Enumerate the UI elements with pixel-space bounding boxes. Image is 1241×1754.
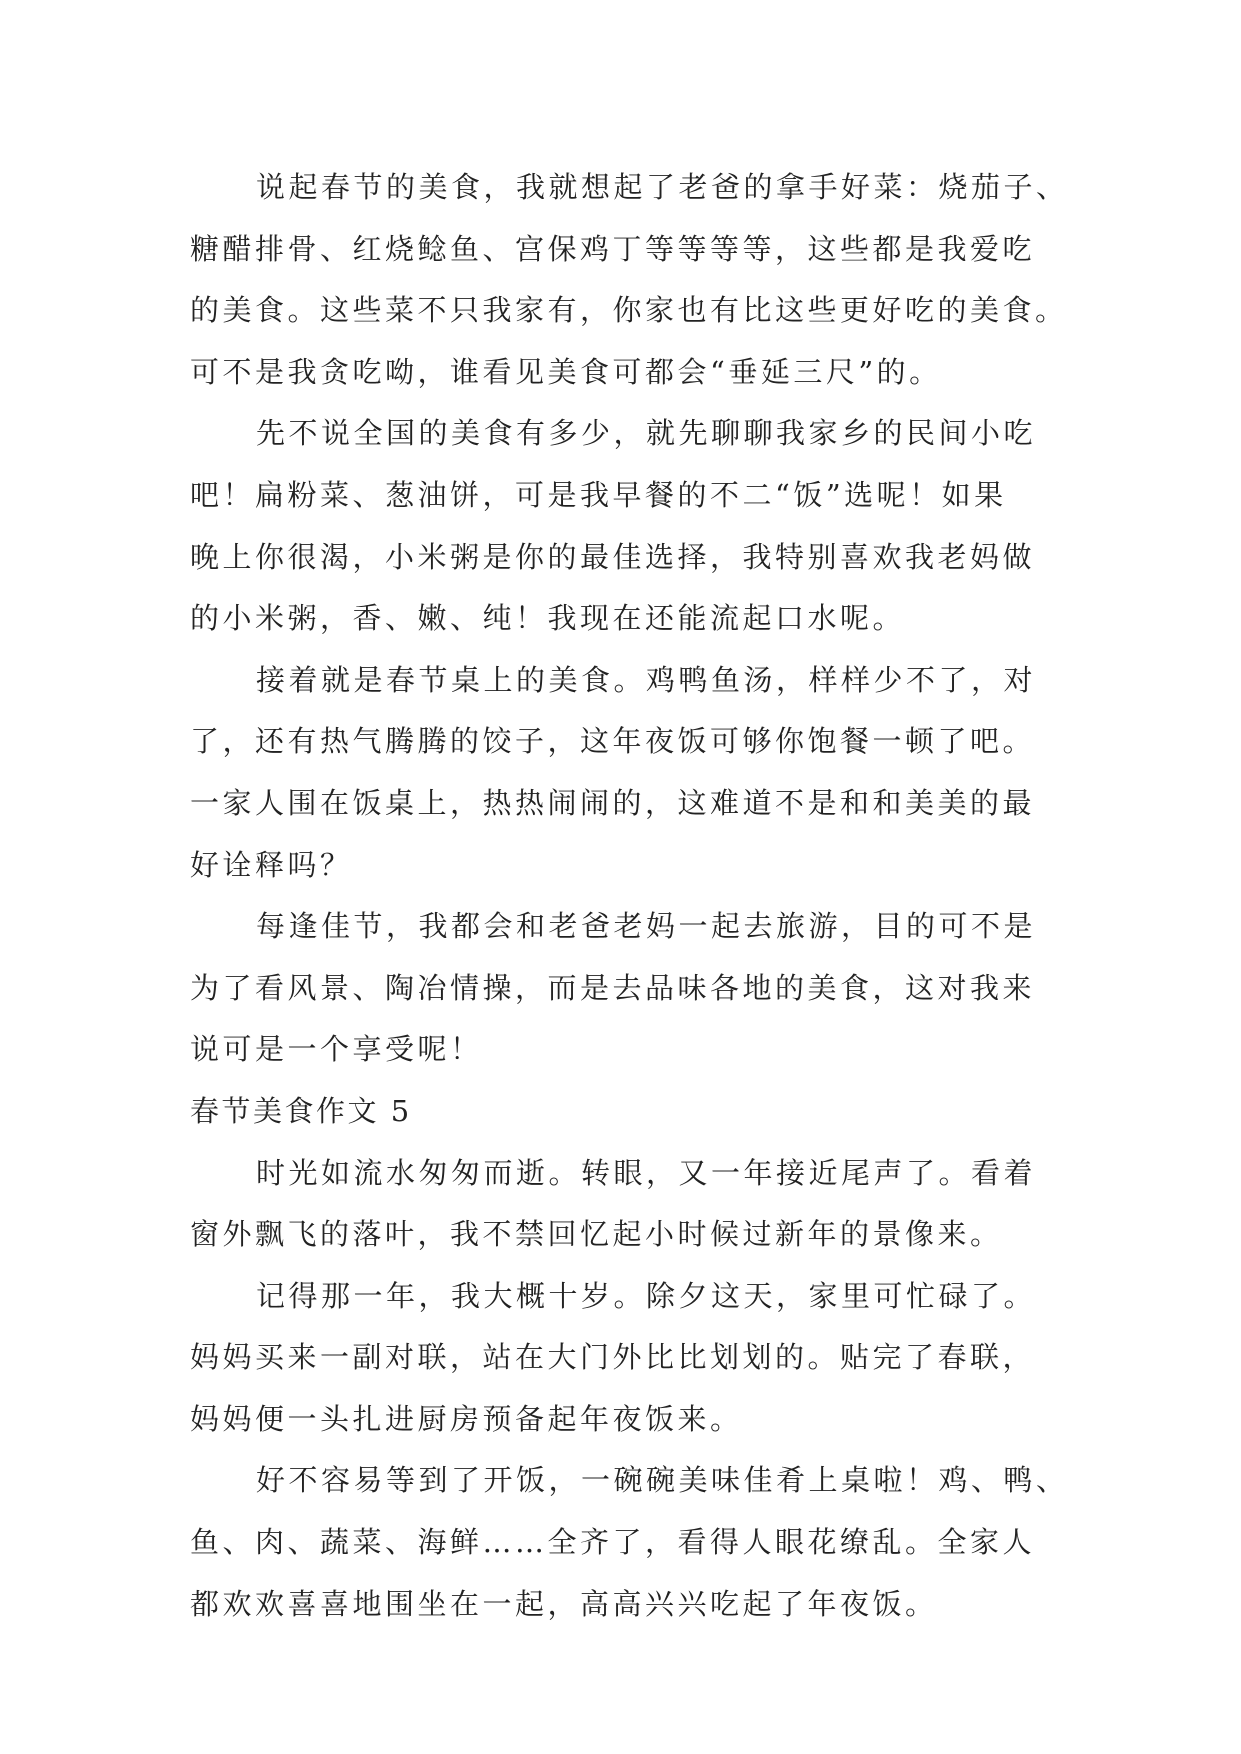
document-body [190, 157, 1069, 1635]
text-line: 都欢欢喜喜地围坐在一起，高高兴兴吃起了年夜饭。 [190, 1586, 938, 1621]
text-line: 鱼、肉、蔬菜、海鲜……全齐了，看得人眼花缭乱。全家人 [190, 1525, 1036, 1560]
text-line: 糖醋排骨、红烧鲶鱼、宫保鸡丁等等等等，这些都是我爱吃 [190, 231, 1036, 266]
text-line: 了，还有热气腾腾的饺子，这年夜饭可够你饱餐一顿了吧。 [190, 724, 1036, 759]
text-line: 接着就是春节桌上的美食。鸡鸭鱼汤，样样少不了，对 [256, 662, 1037, 697]
text-line: 好不容易等到了开饭，一碗碗美味佳肴上桌啦！鸡、鸭、 [256, 1463, 1069, 1498]
text-line: 妈妈便一头扎进厨房预备起年夜饭来。 [190, 1401, 743, 1436]
text-line: 的美食。这些菜不只我家有，你家也有比这些更好吃的美食。 [190, 293, 1068, 328]
text-line: 说起春节的美食，我就想起了老爸的拿手好菜：烧茄子、 [256, 170, 1069, 204]
section-title: 春节美食作文 5 [190, 1093, 412, 1128]
text-line: 吧！扁粉菜、葱油饼，可是我早餐的不二“饭”选呢！如果 [190, 477, 1007, 512]
text-line: 的小米粥，香、嫩、纯！我现在还能流起口水呢。 [190, 601, 906, 636]
text-line: 窗外飘飞的落叶，我不禁回忆起小时候过新年的景像来。 [190, 1217, 1003, 1252]
text-line: 记得那一年，我大概十岁。除夕这天，家里可忙碌了。 [256, 1278, 1037, 1313]
text-line: 可不是我贪吃呦，谁看见美食可都会“垂延三尺”的。 [190, 354, 942, 389]
text-line: 一家人围在饭桌上，热热闹闹的，这难道不是和和美美的最 [190, 785, 1036, 820]
text-line: 妈妈买来一副对联，站在大门外比比划划的。贴完了春联， [190, 1340, 1036, 1375]
text-line: 时光如流水匆匆而逝。转眼，又一年接近尾声了。看着 [256, 1155, 1037, 1190]
text-line: 每逢佳节，我都会和老爸老妈一起去旅游，目的可不是 [256, 909, 1037, 944]
text-line: 好诠释吗？ [190, 847, 353, 882]
text-line: 先不说全国的美食有多少，就先聊聊我家乡的民间小吃 [256, 416, 1037, 451]
text-line: 晚上你很渴，小米粥是你的最佳选择，我特别喜欢我老妈做 [190, 539, 1036, 574]
text-line: 为了看风景、陶冶情操，而是去品味各地的美食，这对我来 [190, 970, 1036, 1005]
text-line: 说可是一个享受呢！ [190, 1032, 483, 1067]
